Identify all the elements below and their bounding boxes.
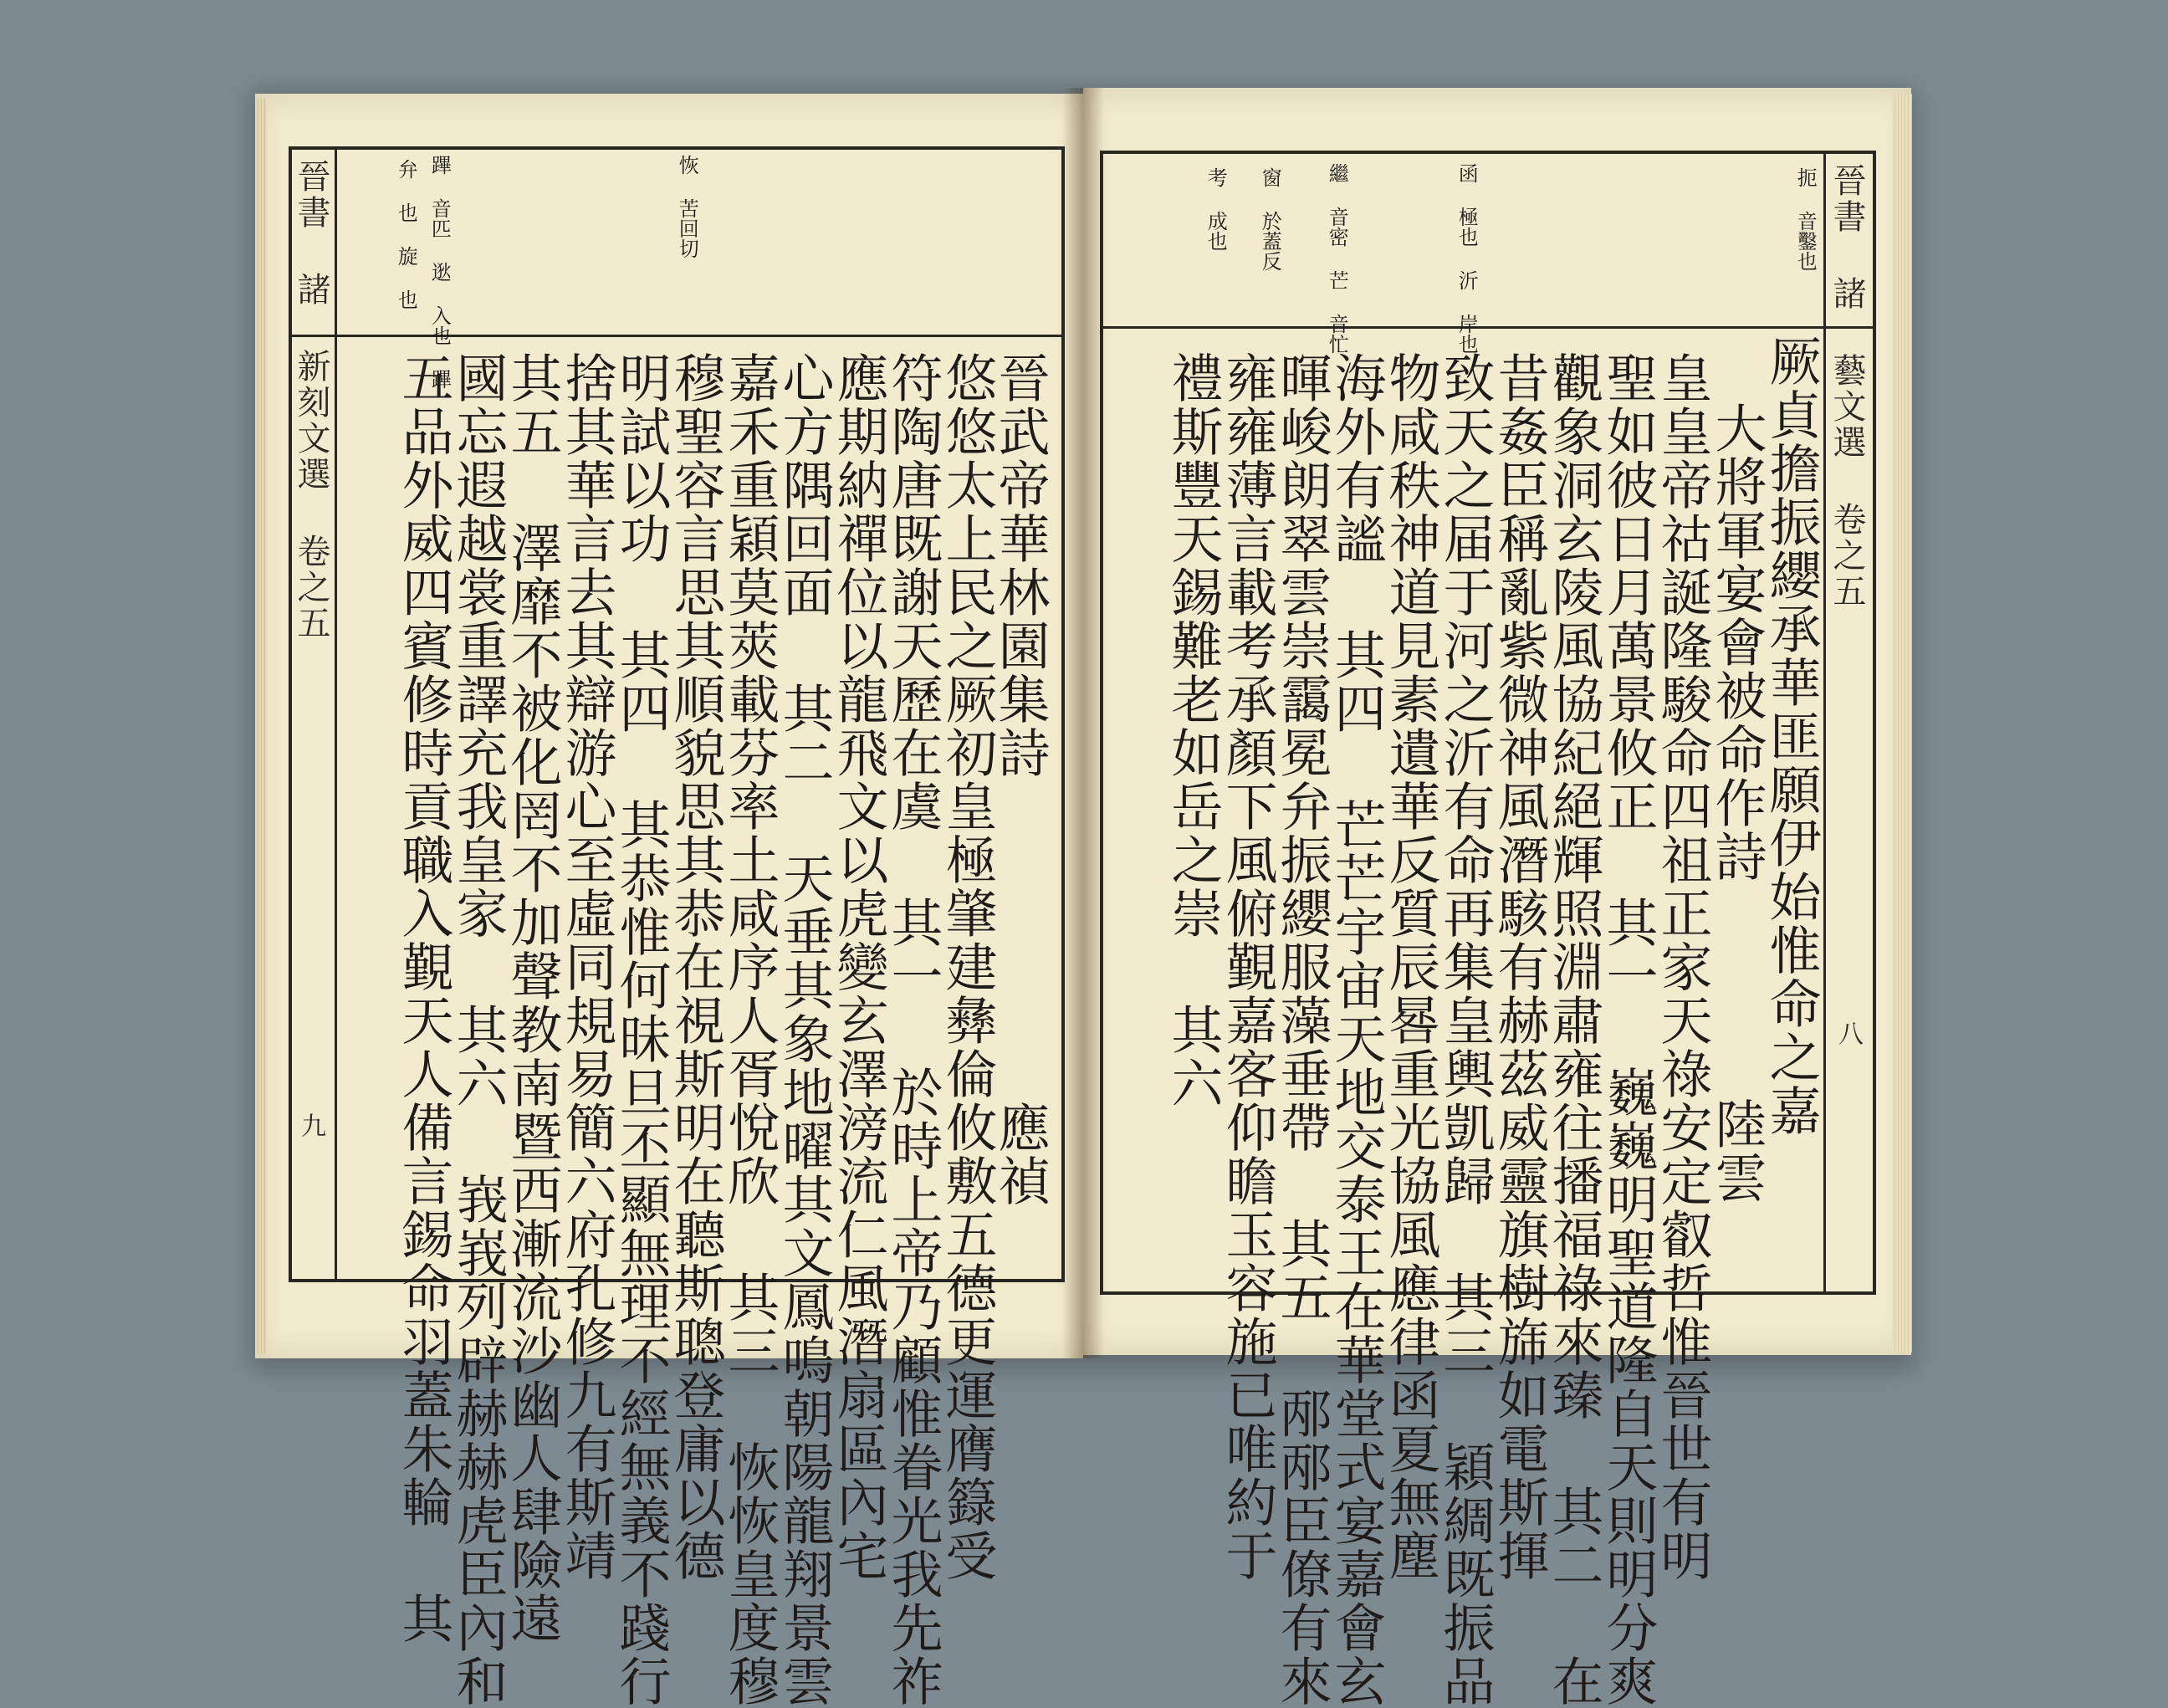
right-page-edges: [1892, 94, 1912, 1353]
right-folio: 八: [1833, 1020, 1863, 1046]
left-col-9: 捨其華言去其辯游心至虛同規易簡六府孔修九有斯靖: [556, 351, 617, 1583]
right-gloss-4: 窗 於蓋反: [1258, 167, 1282, 271]
left-gloss-2: 弁 也 旋 也: [394, 159, 418, 309]
right-col-11: 雍雍薄言載考承顏下風俯覲嘉客仰瞻玉容施已唯約于: [1217, 351, 1278, 1583]
left-col-11: 國忘遐越裳重譯充我皇家 其六 峩峩列辟赫赫虎臣內和: [447, 351, 509, 1708]
left-margin-title: 晉書 諸 新刻文選 卷之五: [292, 159, 330, 642]
left-gloss-1: 蹕 音匹 逖 入也 蹕: [427, 155, 452, 389]
left-col-3: 符陶唐既謝天歷在虞 其一 於時上帝乃顧惟眷光我先祚: [882, 351, 943, 1708]
right-col-9: 海外有謐 其四 芒芒宇宙天地交泰王在華堂式宴嘉會玄: [1326, 351, 1387, 1708]
left-gloss-3: 恢 苦回切: [675, 155, 699, 258]
right-col-2: 大將軍宴會被命作詩 陸雲: [1706, 401, 1767, 1204]
right-col-4: 聖如彼日月萬景攸正 其一 巍巍明聖道隆自天則明分爽: [1598, 351, 1659, 1708]
left-col-1: 晉武帝華林園集詩 應禎: [989, 351, 1051, 1208]
right-margin-rule: [1823, 151, 1826, 1295]
left-col-6: 嘉禾重穎莫莢載芬率土咸序人胥悅欣 其三 恢恢皇度穆: [719, 351, 780, 1708]
right-gloss-5: 考 成也: [1204, 167, 1228, 251]
right-col-6: 昔姦臣稱亂紫微神風潛駭有赫茲威靈旗樹旆如電斯揮: [1489, 351, 1550, 1583]
right-col-5: 觀象洞玄陵風協紀絕輝照淵肅雍往播福祿來臻 其二 在: [1543, 351, 1604, 1708]
right-gloss-2: 函 極也 沂 岸也: [1455, 163, 1479, 354]
left-folio: 九: [296, 1112, 325, 1138]
left-page-edges: [255, 99, 267, 1353]
left-col-2: 悠悠太上民之厥初皇極肇建彝倫攸敷五德更運膺籙受: [937, 351, 998, 1583]
right-col-7: 致天之届于河之沂有命再集皇輿凱歸 其三 穎綢既振品: [1434, 351, 1496, 1708]
left-col-5: 心方隅回面 其二 天垂其象地曜其文鳳鳴朝陽龍翔景雲: [774, 351, 835, 1708]
left-col-7: 穆聖容言思其順貌思其恭在視斯明在聽斯聰登庸以德: [665, 351, 726, 1583]
left-margin-rule: [335, 146, 337, 1282]
right-col-3: 皇皇帝祜誕隆駿命四祖正家天祿安定叡哲惟晉世有明: [1652, 351, 1713, 1583]
right-gloss-3: 繼 音密 芒 音忙: [1325, 163, 1349, 354]
right-margin-title: 晉書 諸 藝文選 卷之五: [1828, 163, 1866, 610]
left-col-12: 五品外威四賓修時貢職入覲天人備言錫命羽蓋朱輪 其: [393, 351, 454, 1645]
left-col-4: 應期納禪位以龍飛文以虎變玄澤滂流仁風潛扇區內宅: [828, 351, 889, 1583]
right-col-12: 禮斯豐天錫難老如岳之崇 其六: [1163, 351, 1224, 1110]
right-gloss-1: 扼 音鑿也: [1793, 167, 1818, 271]
right-col-1: 厥貞擔振纓承華匪願伊始惟命之嘉: [1761, 335, 1822, 1138]
book-gutter: [1062, 88, 1104, 1358]
left-col-8: 明試以功 其四 其恭惟何昧旦丕顯無理不經無義不踐行: [611, 351, 672, 1708]
left-col-10: 其五 澤靡不被化罔不加聲教南暨西漸流沙幽人肆險遠: [502, 351, 563, 1645]
right-col-8: 物咸秩神道見素遺華反質辰晷重光協風應律函夏無塵: [1380, 351, 1441, 1583]
right-col-10: 暉峻朗翠雲崇靄冕弁振纓服藻垂帶 其五 邴邴臣僚有來: [1271, 351, 1332, 1708]
